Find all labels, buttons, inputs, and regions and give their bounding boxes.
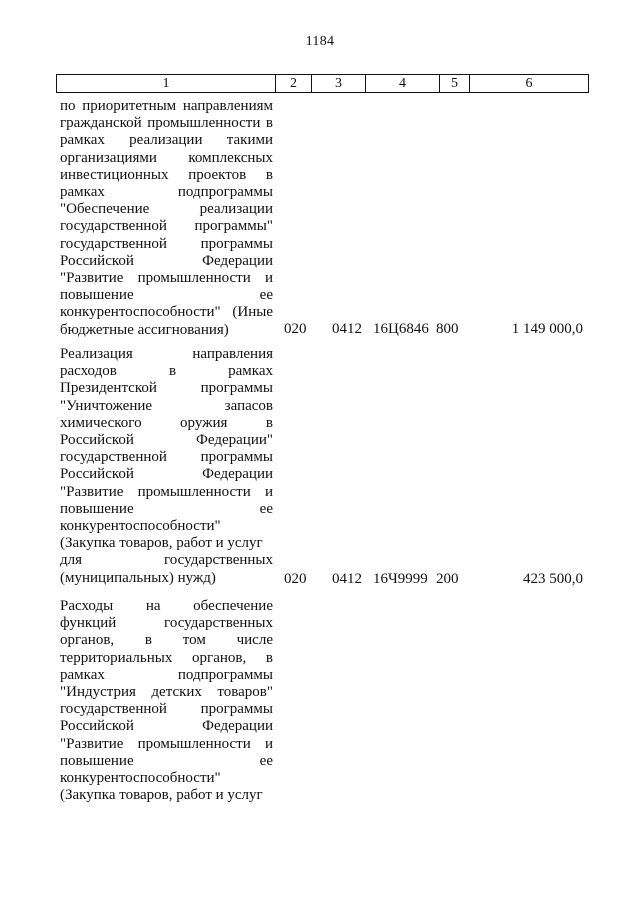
description-line: Президентской программы	[60, 380, 273, 397]
description-line: рамках реализации такими	[60, 132, 273, 149]
row-col6-value: 423 500,0	[523, 571, 583, 587]
description-line: конкурентоспособности"	[60, 770, 221, 787]
description-line: государственной программы	[60, 701, 273, 718]
description-line: государственной программы	[60, 449, 273, 466]
description-line: (Закупка товаров, работ и услуг	[60, 535, 263, 552]
row-description	[60, 598, 273, 804]
description-line: Российской Федерации	[60, 718, 273, 735]
description-line: организациями комплексных	[60, 149, 273, 166]
description-line: повышение ее	[60, 752, 273, 769]
description-line: "Развитие промышленности и	[60, 483, 273, 500]
description-line: инвестиционных проектов в	[60, 166, 273, 183]
row-col3-value: 0412	[332, 571, 362, 587]
row-description	[60, 98, 273, 339]
description-line: государственной программы"	[60, 218, 273, 235]
column-header-2: 2	[276, 75, 312, 93]
column-header-4: 4	[366, 75, 440, 93]
description-line: рамках подпрограммы	[60, 184, 273, 201]
row-col5-value: 200	[436, 571, 459, 587]
description-line: территориальных органов, в	[60, 649, 273, 666]
description-line: "Развитие промышленности и	[60, 735, 273, 752]
description-line: Реализация направления	[60, 346, 273, 362]
description-line: функций государственных	[60, 615, 273, 632]
row-description	[60, 346, 273, 587]
description-line: Российской Федерации	[60, 252, 273, 269]
description-line: конкурентоспособности"	[60, 518, 221, 535]
row-col3-value: 0412	[332, 321, 362, 337]
description-line: (Закупка товаров, работ и услуг	[60, 787, 263, 804]
description-line: "Обеспечение реализации	[60, 201, 273, 218]
column-header-3: 3	[312, 75, 366, 93]
row-col4-value: 16Ч9999	[373, 571, 428, 587]
column-header-5: 5	[440, 75, 470, 93]
column-header-1: 1	[57, 75, 276, 93]
description-line: по приоритетным направлениям	[60, 98, 273, 114]
description-line: Российской Федерации"	[60, 432, 273, 449]
description-line: Расходы на обеспечение	[60, 598, 273, 614]
description-line: повышение ее	[60, 500, 273, 517]
column-header-row	[57, 75, 589, 93]
description-line: гражданской промышленности в	[60, 115, 273, 132]
row-col5-value: 800	[436, 321, 459, 337]
description-line: государственной программы	[60, 235, 273, 252]
description-line: рамках подпрограммы	[60, 666, 273, 683]
description-line: "Уничтожение запасов	[60, 397, 273, 414]
description-line: химического оружия в	[60, 414, 273, 431]
row-col2-value: 020	[284, 571, 307, 587]
description-line: бюджетные ассигнования)	[60, 321, 229, 338]
description-line: (муниципальных) нужд)	[60, 569, 216, 586]
column-header-table	[56, 74, 589, 93]
description-line: конкурентоспособности" (Иные	[60, 304, 273, 321]
column-header-6: 6	[470, 75, 589, 93]
description-line: повышение ее	[60, 287, 273, 304]
description-line: органов, в том числе	[60, 632, 273, 649]
row-col4-value: 16Ц6846	[373, 321, 429, 337]
description-line: "Индустрия детских товаров"	[60, 684, 273, 701]
description-line: Российской Федерации	[60, 466, 273, 483]
description-line: расходов в рамках	[60, 363, 273, 380]
row-col2-value: 020	[284, 321, 307, 337]
description-line: для государственных	[60, 552, 273, 569]
page-number: 1184	[305, 34, 335, 49]
description-line: "Развитие промышленности и	[60, 270, 273, 287]
row-col6-value: 1 149 000,0	[511, 321, 583, 337]
